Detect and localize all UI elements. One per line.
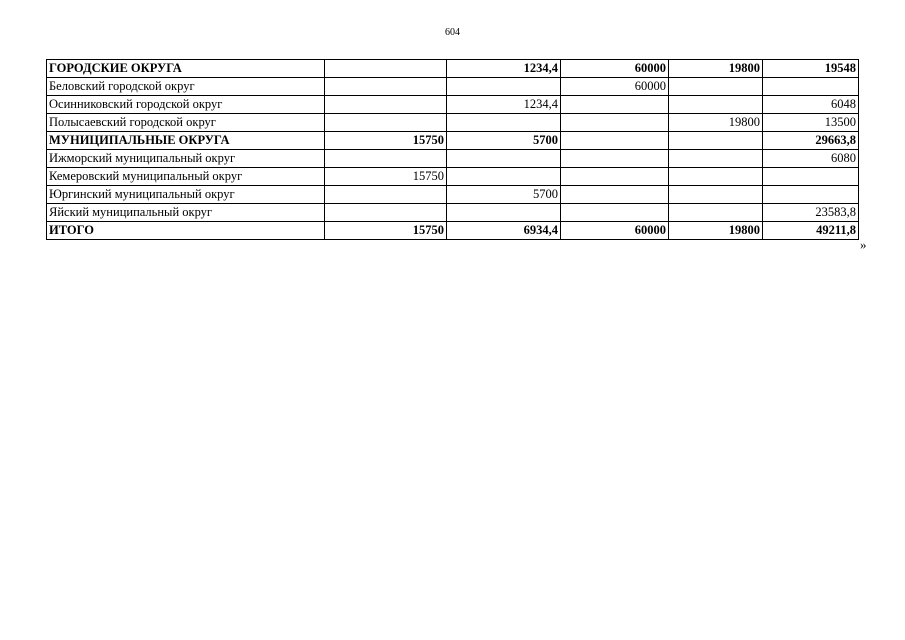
value-cell: 29663,8	[763, 132, 859, 150]
row-name-cell: Яйский муниципальный округ	[47, 204, 325, 222]
table-row	[47, 78, 859, 96]
value-cell	[669, 96, 763, 114]
value-cell	[325, 96, 447, 114]
value-cell	[763, 168, 859, 186]
value-cell	[669, 186, 763, 204]
value-cell	[447, 204, 561, 222]
value-cell	[669, 78, 763, 96]
value-cell	[325, 186, 447, 204]
row-name-cell: ИТОГО	[47, 222, 325, 240]
table-row	[47, 114, 859, 132]
value-cell	[561, 150, 669, 168]
value-cell	[447, 78, 561, 96]
row-name-cell: Полысаевский городской округ	[47, 114, 325, 132]
page-number: 604	[445, 27, 460, 38]
value-cell	[325, 60, 447, 78]
value-cell	[447, 168, 561, 186]
row-name-cell: Ижморский муниципальный округ	[47, 150, 325, 168]
table-row	[47, 150, 859, 168]
value-cell	[669, 168, 763, 186]
value-cell	[763, 186, 859, 204]
value-cell	[561, 204, 669, 222]
value-cell	[669, 204, 763, 222]
value-cell	[561, 96, 669, 114]
value-cell	[763, 78, 859, 96]
closing-quote: »	[860, 237, 867, 252]
table-row	[47, 96, 859, 114]
row-name-cell: Беловский городской округ	[47, 78, 325, 96]
table-row	[47, 186, 859, 204]
value-cell: 15750	[325, 132, 447, 150]
value-cell	[447, 114, 561, 132]
row-name-cell: ГОРОДСКИЕ ОКРУГА	[47, 60, 325, 78]
value-cell: 19800	[669, 114, 763, 132]
value-cell	[561, 132, 669, 150]
value-cell	[669, 150, 763, 168]
table-row	[47, 204, 859, 222]
value-cell	[325, 114, 447, 132]
table-row	[47, 60, 859, 78]
value-cell: 19548	[763, 60, 859, 78]
table-row	[47, 168, 859, 186]
value-cell	[325, 78, 447, 96]
value-cell: 19800	[669, 222, 763, 240]
value-cell	[561, 186, 669, 204]
value-cell: 13500	[763, 114, 859, 132]
value-cell: 60000	[561, 222, 669, 240]
value-cell: 60000	[561, 78, 669, 96]
value-cell: 15750	[325, 222, 447, 240]
value-cell: 60000	[561, 60, 669, 78]
value-cell: 6934,4	[447, 222, 561, 240]
value-cell: 6048	[763, 96, 859, 114]
row-name-cell: Юргинский муниципальный округ	[47, 186, 325, 204]
value-cell: 5700	[447, 186, 561, 204]
table-row	[47, 132, 859, 150]
value-cell	[669, 132, 763, 150]
value-cell: 19800	[669, 60, 763, 78]
value-cell: 5700	[447, 132, 561, 150]
value-cell: 15750	[325, 168, 447, 186]
value-cell	[447, 150, 561, 168]
value-cell: 1234,4	[447, 96, 561, 114]
table-row	[47, 222, 859, 240]
table-body	[47, 60, 859, 240]
value-cell	[561, 168, 669, 186]
row-name-cell: Кемеровский муниципальный округ	[47, 168, 325, 186]
value-cell	[325, 204, 447, 222]
value-cell: 6080	[763, 150, 859, 168]
row-name-cell: МУНИЦИПАЛЬНЫЕ ОКРУГА	[47, 132, 325, 150]
value-cell: 23583,8	[763, 204, 859, 222]
budget-table	[46, 59, 859, 240]
value-cell: 49211,8	[763, 222, 859, 240]
row-name-cell: Осинниковский городской округ	[47, 96, 325, 114]
value-cell	[325, 150, 447, 168]
value-cell	[561, 114, 669, 132]
value-cell: 1234,4	[447, 60, 561, 78]
